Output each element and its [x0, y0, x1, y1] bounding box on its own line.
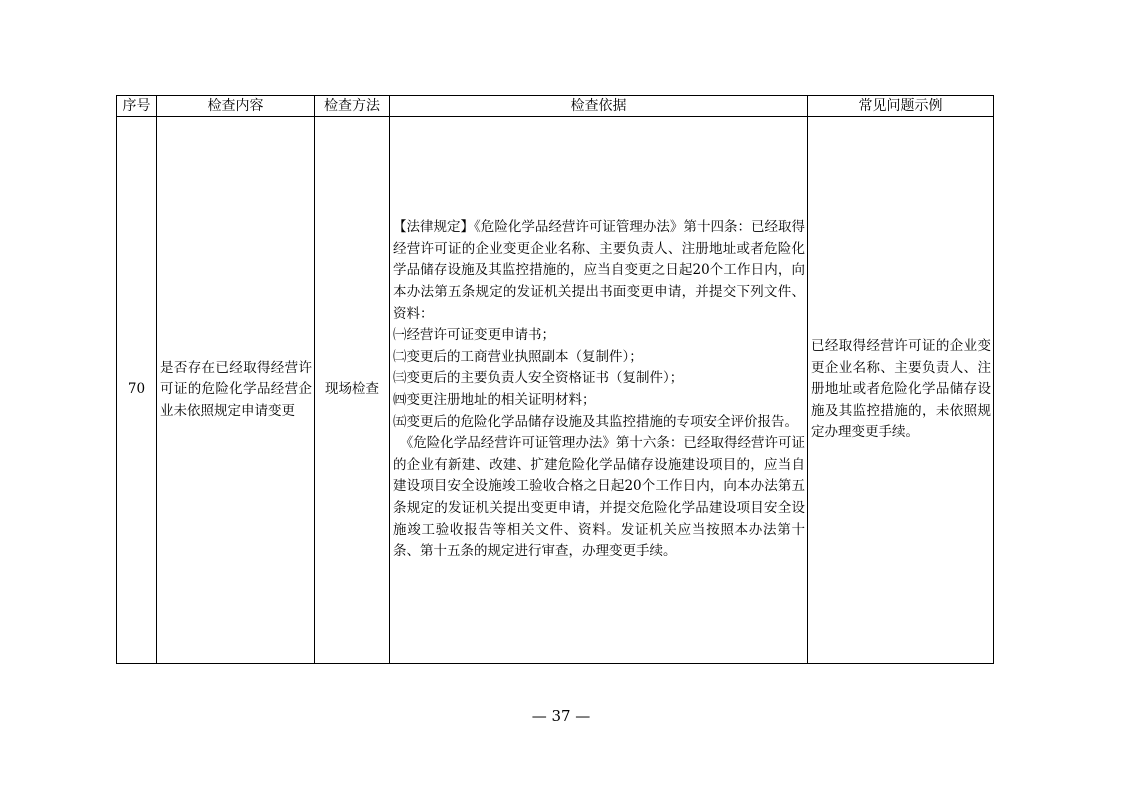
table-row: [117, 117, 994, 664]
inspection-method: 现场检查: [315, 117, 390, 664]
header-method: 检查方法: [315, 96, 390, 117]
inspection-table: [116, 95, 994, 664]
basis-item: ㈢变更后的主要负责人安全资格证书（复制件）；: [393, 370, 684, 387]
table-header: [117, 96, 994, 117]
common-issues: 已经取得经营许可证的企业变更企业名称、主要负责人、注册地址或者危险化学品储存设施及其监控措施的，未依照规定办理变更手续。: [808, 117, 994, 664]
page-number: — 37 —: [531, 707, 591, 725]
basis-item: ㈤变更后的危险化学品储存设施及其监控措施的专项安全评价报告。: [393, 413, 798, 430]
table-body: [117, 117, 994, 664]
header-row: [117, 96, 994, 117]
inspection-basis: [390, 117, 808, 664]
basis-paragraph: 《危险化学品经营许可证管理办法》第十六条：已经取得经营许可证的企业有新建、改建、扩建危险化学品储存设施建设项目的，应当自建设项目安全设施竣工验收合格之日起20个工作日内，向本办法第五条规定的发证机关提出变更申请，并提交危险化学品建设项目安全设施竣工验收报告等相关文件、资料。发证机关应当按照本办法第十条、第十五条的规定进行审查，办理变更手续。: [393, 435, 805, 560]
basis-item: ㈣变更注册地址的相关证明材料；: [393, 392, 596, 408]
header-content: 检查内容: [157, 96, 315, 117]
inspection-content: 是否存在已经取得经营许可证的危险化学品经营企业未依照规定申请变更: [157, 117, 315, 664]
header-basis: 检查依据: [390, 96, 808, 117]
basis-item: ㈡变更后的工商营业执照副本（复制件）；: [393, 348, 643, 365]
header-no: 序号: [117, 96, 157, 117]
row-number: 70: [117, 117, 157, 664]
header-issues: 常见问题示例: [808, 96, 994, 117]
basis-paragraph: 【法律规定】《危险化学品经营许可证管理办法》第十四条：已经取得经营许可证的企业变更企业名称、主要负责人、注册地址或者危险化学品储存设施及其监控措施的，应当自变更之日起20个工作日内，向本办法第五条规定的发证机关提出书面变更申请，并提交下列文件、资料：: [393, 219, 805, 322]
basis-item: ㈠经营许可证变更申请书；: [393, 327, 555, 344]
